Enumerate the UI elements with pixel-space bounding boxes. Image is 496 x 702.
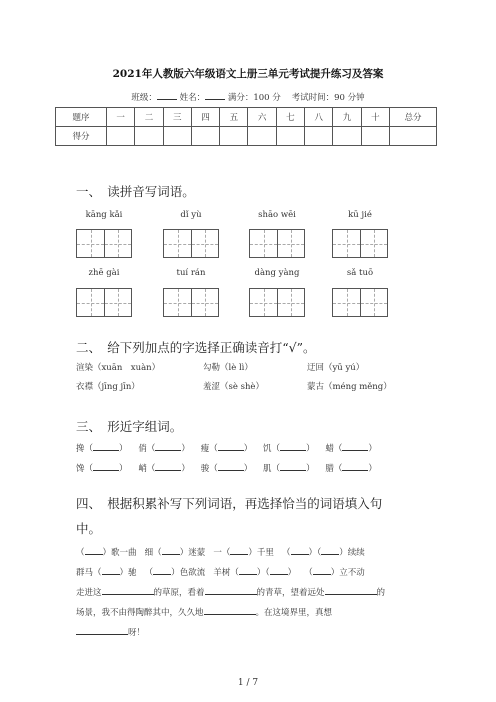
answer-blank[interactable] xyxy=(93,462,119,471)
answer-blank[interactable] xyxy=(155,462,181,471)
char: 骏 xyxy=(200,464,210,474)
score-label: 满分：100 分 xyxy=(227,93,281,103)
page-title: 2021年人教版六年级语文上册三单元考试提升练习及答案 xyxy=(112,68,384,80)
answer-blank[interactable] xyxy=(76,626,128,635)
char: 峭 xyxy=(138,464,147,474)
answer-blank[interactable] xyxy=(280,442,306,451)
pinyin-label: kāng kǎi xyxy=(85,210,123,220)
writing-grid[interactable] xyxy=(332,229,388,258)
page-number: 1 / 7 xyxy=(237,678,259,688)
fill-text: 群马 xyxy=(76,568,94,578)
section3-heading: 三、 形近字组词。 xyxy=(76,419,183,434)
char: 馋 xyxy=(76,464,85,474)
exam-info xyxy=(0,90,496,103)
class-blank xyxy=(157,90,177,100)
fill-row: 群马（ ）驰 （ ）色欲流 羊树（ ）（ ） （ ）立不动 xyxy=(76,568,365,578)
answer-blank[interactable] xyxy=(102,586,154,595)
fill-text: 的青草，望着远处 xyxy=(256,588,325,598)
header-cell: 五 xyxy=(220,108,248,127)
grid-cell xyxy=(333,289,360,316)
answer-blank[interactable] xyxy=(218,442,244,451)
reading-option: 勾勒（lè lì） xyxy=(203,363,253,373)
header-cell: 总分 xyxy=(390,108,437,127)
answer-blank[interactable] xyxy=(342,442,368,451)
char-group-row: 搀（ ） 俏（ ） 瘦（ ） 饥（ ） 蜡（ ） xyxy=(76,444,377,454)
answer-blank[interactable] xyxy=(313,566,331,575)
grid-cell xyxy=(277,230,304,257)
char: 饥 xyxy=(263,444,272,454)
fill-text: 的草原，看着 xyxy=(153,588,205,598)
header-cell: 八 xyxy=(305,108,333,127)
answer-blank[interactable] xyxy=(218,462,244,471)
score-table-score-row xyxy=(56,127,437,146)
pinyin-label: dàng yàng xyxy=(254,268,300,278)
answer-blank[interactable] xyxy=(239,566,257,575)
fill-text: 的 xyxy=(376,588,386,598)
char: 蜡 xyxy=(325,444,334,454)
header-cell: 六 xyxy=(248,108,276,127)
char: 搀 xyxy=(76,444,85,454)
header-cell: 十 xyxy=(361,108,389,127)
grid-cell xyxy=(191,230,218,257)
pinyin-label: kū jié xyxy=(348,210,372,220)
grid-cell xyxy=(104,289,131,316)
writing-grid[interactable] xyxy=(76,229,132,258)
score-cell[interactable] xyxy=(135,127,163,146)
score-cell[interactable] xyxy=(390,127,437,146)
fill-row: （ ）歌一曲 细（ ）迷蒙 一（ ）千里 （ ）（ ）续续 xyxy=(76,548,365,558)
writing-grid[interactable] xyxy=(249,229,305,258)
grid-cell xyxy=(104,230,131,257)
score-cell[interactable] xyxy=(220,127,248,146)
reading-option: 羞涩（sè shè） xyxy=(203,382,264,392)
answer-blank[interactable] xyxy=(280,462,306,471)
answer-blank[interactable] xyxy=(93,442,119,451)
char: 肌 xyxy=(263,464,272,474)
time-label: 考试时间：90 分钟 xyxy=(291,93,365,103)
section2-heading: 二、 给下列加点的字选择正确读音打“√”。 xyxy=(76,340,316,355)
grid-cell xyxy=(191,289,218,316)
grid-cell xyxy=(250,289,277,316)
fill-text: 色欲流 xyxy=(179,568,206,578)
fill-text: 一 xyxy=(213,548,222,558)
fill-text: 呀！ xyxy=(128,628,146,638)
answer-blank[interactable] xyxy=(205,586,257,595)
score-table-header-row xyxy=(56,108,437,127)
pinyin-label: sǎ tuō xyxy=(346,268,374,278)
grid-cell xyxy=(277,289,304,316)
fill-text: 续续 xyxy=(347,548,365,558)
section4-heading: 四、 根据积累补写下列词语，再选择恰当的词语填入句 xyxy=(76,496,383,511)
answer-blank[interactable] xyxy=(230,546,248,555)
answer-blank[interactable] xyxy=(204,606,256,615)
pinyin-label: zhē gài xyxy=(88,268,120,278)
answer-blank[interactable] xyxy=(102,566,120,575)
section4-heading-cont: 中。 xyxy=(76,521,102,536)
header-cell: 二 xyxy=(135,108,163,127)
fill-text: 迷蒙 xyxy=(188,548,206,558)
fill-text: 立不动 xyxy=(339,568,365,578)
fill-text: 走进这 xyxy=(76,588,102,598)
char: 腊 xyxy=(325,464,334,474)
pinyin-label: shāo wēi xyxy=(258,210,296,220)
grid-cell xyxy=(360,289,387,316)
grid-cell xyxy=(360,230,387,257)
score-table xyxy=(55,107,437,146)
writing-grid[interactable] xyxy=(163,288,219,317)
header-cell: 九 xyxy=(333,108,361,127)
answer-blank[interactable] xyxy=(342,462,368,471)
grid-cell xyxy=(77,230,104,257)
reading-option: 蒙古（méng měng） xyxy=(307,382,392,392)
fill-text: 。在这境界里，真想 xyxy=(255,608,333,618)
answer-blank[interactable] xyxy=(155,442,181,451)
fill-row xyxy=(76,586,385,598)
section1-heading: 一、 读拼音写词语。 xyxy=(76,184,195,199)
char: 瘦 xyxy=(200,444,210,454)
fill-text: 驰 xyxy=(128,568,137,578)
answer-blank[interactable] xyxy=(153,566,171,575)
char: 俏 xyxy=(138,444,147,454)
score-cell[interactable] xyxy=(248,127,276,146)
name-label: 姓名： xyxy=(179,93,206,103)
answer-blank[interactable] xyxy=(325,586,377,595)
score-cell[interactable] xyxy=(107,127,135,146)
header-cell: 四 xyxy=(191,108,219,127)
reading-option: 迂回（yū yú） xyxy=(307,363,365,373)
answer-blank[interactable] xyxy=(291,546,309,555)
fill-text: 场景，我不由得陶醉其中，久久地 xyxy=(76,608,204,618)
pinyin-label: dǐ yù xyxy=(180,210,202,220)
score-cell[interactable] xyxy=(163,127,191,146)
fill-text: 千里 xyxy=(256,548,274,558)
fill-row xyxy=(76,606,332,618)
fill-row xyxy=(76,626,145,638)
grid-cell xyxy=(250,230,277,257)
writing-grid[interactable] xyxy=(249,288,305,317)
header-cell: 七 xyxy=(276,108,304,127)
fill-text: 歌一曲 xyxy=(111,548,137,558)
header-cell: 题序 xyxy=(56,108,107,127)
header-cell: 一 xyxy=(107,108,135,127)
grid-cell xyxy=(77,289,104,316)
score-cell[interactable] xyxy=(305,127,333,146)
reading-option: 渲染（xuān xuàn） xyxy=(76,363,161,373)
writing-grid[interactable] xyxy=(163,229,219,258)
answer-blank[interactable] xyxy=(270,566,288,575)
reading-option: 衣襟（jīng jīn） xyxy=(76,382,140,392)
header-cell: 三 xyxy=(163,108,191,127)
fill-text: 细 xyxy=(144,548,154,558)
writing-grid[interactable] xyxy=(332,288,388,317)
grid-cell xyxy=(333,230,360,257)
char-group-row: 馋（ ） 峭（ ） 骏（ ） 肌（ ） 腊（ ） xyxy=(76,464,377,474)
pinyin-label: tuí rán xyxy=(176,268,206,278)
answer-blank[interactable] xyxy=(321,546,339,555)
name-blank xyxy=(205,90,225,100)
answer-blank[interactable] xyxy=(162,546,180,555)
score-cell[interactable] xyxy=(361,127,389,146)
writing-grid[interactable] xyxy=(76,288,132,317)
answer-blank[interactable] xyxy=(85,546,103,555)
score-cell[interactable] xyxy=(333,127,361,146)
fill-text: 羊树 xyxy=(213,568,231,578)
grid-cell xyxy=(164,230,191,257)
score-cell[interactable] xyxy=(276,127,304,146)
grid-cell xyxy=(164,289,191,316)
row-label: 得分 xyxy=(56,127,107,146)
score-cell[interactable] xyxy=(191,127,219,146)
class-label: 班级： xyxy=(131,93,157,103)
